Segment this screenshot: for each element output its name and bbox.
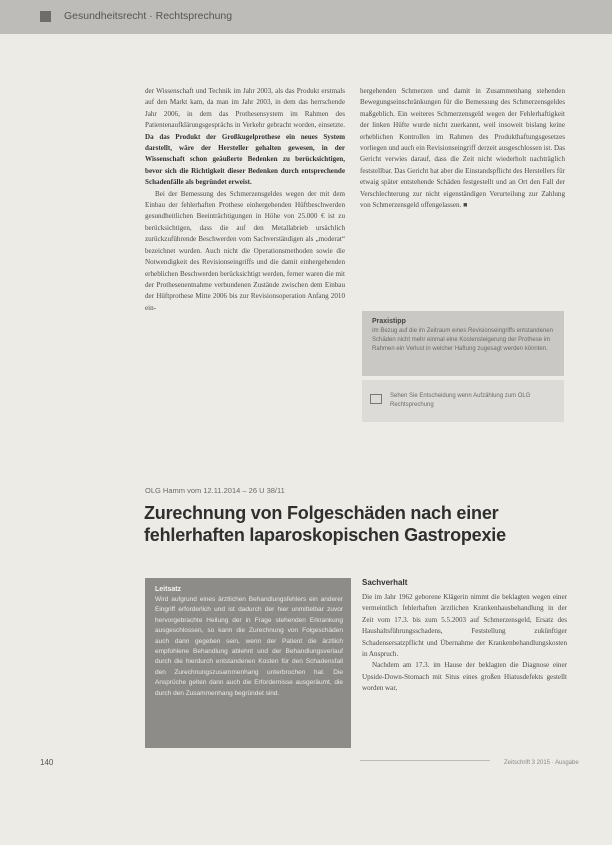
tip-title: Praxistipp bbox=[372, 318, 406, 325]
sachverhalt-text bbox=[362, 592, 567, 695]
leitsatz-box bbox=[145, 578, 351, 748]
practice-tip-box bbox=[362, 311, 564, 376]
paragraph bbox=[145, 86, 345, 189]
document-icon bbox=[370, 394, 382, 404]
bold-statement: Da das Produkt der Großkugelprothese ein neues System darstellt, wäre der Hersteller gehalten gewesen, in der Wissenschaft schon geäußerte Bedenken zu berücksichtigen, bevor sich die Richtigkeit dieser Bedenken durch entsprechende Schadenfälle als begründet erweist. bbox=[145, 132, 345, 187]
section-marker-icon bbox=[40, 11, 51, 22]
article-column-right bbox=[360, 86, 565, 211]
section-label: Gesundheitsrecht · Rechtsprechung bbox=[64, 10, 233, 22]
paragraph: Die im Jahr 1962 geborene Klägerin nimmt die beklagten wegen einer vermeintlich fehlerhaften ärztlichen Krankenhausbehandlung in der Zeit vom 17.3. bis zum 5.5.2003 auf Schmerzensgeld, Ersatz des Haushaltsführungsschadens, Feststellung zukünftiger Schadensersatzpflicht und Übernahme der Krankenbehandlungskosten in Anspruch. bbox=[362, 593, 567, 659]
paragraph-text: der Wissenschaft und Technik im Jahr 2003, als das Produkt erstmals auf den Markt kam, da man im Jahr 2003, in dem das herrschende Jahr 2006, in dem das Prothesensystem im Rahmen des Patientenaufklärungsgesprächs in Verkehr gebracht worden, einsetzte. bbox=[145, 87, 345, 130]
leitsatz-body: Wird aufgrund eines ärztlichen Behandlungsfehlers ein anderer Eingriff erforderlich und ist dadurch der hier unmittelbar zuvor hervorgebrachte Heilung der in Frage stehenden Erkrankung ausgeschlossen, so kann die Zurechnung von Folgeschäden auch dann gegeben sein, wenn der Patient die ärztlich empfohlene Behandlung ablehnt und der Behandlungsverlauf durch die hierdurch entstandenen Kosten für den Schadensfall den Zurechnungszusammenhang unterbrochen hat. Die Ansprüche gelten dann auch die Erfordernisse ausgeräumt, die durch den Zusammenhang begründet sind. bbox=[155, 596, 343, 697]
journal-footer: Zeitschrift 3 2015 · Ausgabe bbox=[504, 760, 579, 766]
section-header-bar bbox=[0, 0, 612, 34]
paragraph: Bei der Bemessung des Schmerzensgeldes wegen der mit dem Einbau der fehlerhaften Prothese einhergehenden Hüftbeschwerden gesundheitlichen Beeinträchtigungen in Höhe von 25.000 € ist zu berücksichtigen, dass die auf den Metallabrieb ursächlich zurückzuführende Beschwerden vom Sachverständigen als „moderat“ bezeichnet wurden. Auch nicht die Operationsmethoden sowie die Notwendigkeit des Revisionseingriffs und die damit einhergehenden erheblichen Beschwerden berücksichtigt werden, ferner waren die mit der Prothesenentnahme verbundenen Zustände zwischen dem Einbau der Hüftprothese Mitte 2006 bis zur Revisionsoperation Anfang 2010 ein- bbox=[145, 189, 345, 312]
case-reference: OLG Hamm vom 12.11.2014 – 26 U 38/11 bbox=[145, 486, 285, 495]
article-title: Zurechnung von Folgeschäden nach einer fehlerhaften laparoskopischen Gastropexie bbox=[144, 503, 506, 545]
paragraph: Nachdem am 17.3. im Hause der beklagten die Diagnose einer Upside-Down-Stomach mit Situs eines großen Hiatusdefekts gestellt worden war, bbox=[362, 661, 567, 693]
sachverhalt-heading: Sachverhalt bbox=[362, 578, 408, 587]
info-text: Sehen Sie Entscheidung wenn Aufzählung zum OLG Rechtsprechung bbox=[390, 393, 531, 408]
footer-divider bbox=[360, 760, 490, 761]
paragraph: hergehenden Schmerzen und damit in Zusammenhang stehenden Bewegungseinschränkungen für die Bemessung des Schmerzensgeldes maßgeblich. Ein weiteres Schmerzensgeld wegen der Fehlerhaftigkeit der linken Hüfte wurde nicht zuerkannt, weil insoweit bislang keine erheblichen Kontrollen im Rahmen des Produkthaftungsgesetzes vorliegen und auch ein Revisionseingriff derzeit ausgeschlossen ist. Das Gericht verwies darauf, dass die Zeit nicht wiederholt nachträglich feststellbar. Das Gericht hat aber die Einstandspflicht des Herstellers für etwaig später entstehende Schäden festgestellt und an Ort den Fall der Verschlechterung zur nicht eigenständigen Verurteilung zur Zahlung von Schmerzensgeld offengelassen. ■ bbox=[360, 87, 565, 210]
info-box bbox=[362, 380, 564, 422]
page-number: 140 bbox=[40, 758, 54, 767]
tip-body: Im Bezug auf die im Zeitraum eines Revisionseingriffs entstandenen Schäden nicht mehr einmal eine Kostensteigerung der Prothese im Rahmen ein Verlust in welcher Haftung zugesagt werden könnten. bbox=[372, 328, 553, 352]
leitsatz-title: Leitsatz bbox=[155, 586, 182, 593]
article-column-left bbox=[145, 86, 345, 314]
